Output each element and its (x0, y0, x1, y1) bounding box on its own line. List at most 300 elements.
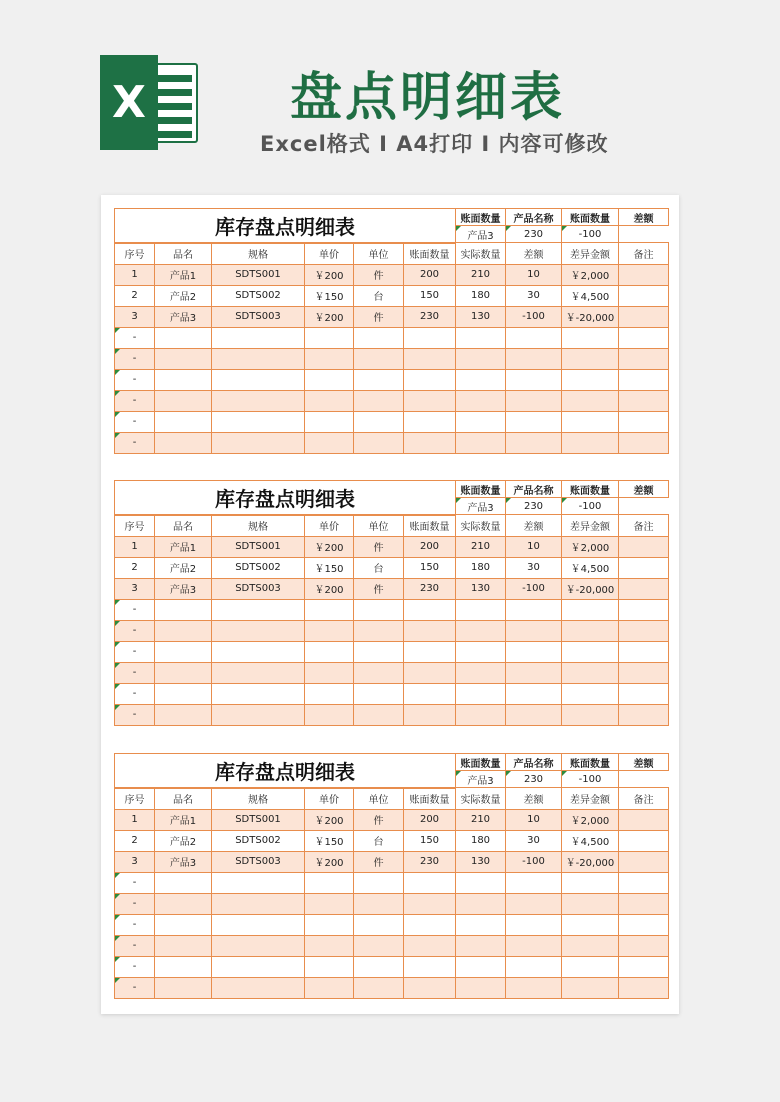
cell-book-qty[interactable] (404, 977, 456, 998)
page-header (0, 0, 780, 180)
cell-diff[interactable]: -100 (506, 306, 562, 327)
cell-unit[interactable] (354, 620, 404, 641)
cell-diff[interactable]: 10 (506, 536, 562, 557)
cell-diff-amount[interactable]: ￥-20,000 (562, 306, 619, 327)
cell-diff[interactable]: 30 (506, 830, 562, 851)
cell-diff-amount[interactable]: ￥-20,000 (562, 851, 619, 872)
cell-seq[interactable]: - (115, 956, 155, 977)
cell-spec[interactable]: SDTS001 (212, 809, 305, 830)
cell-unit[interactable] (354, 641, 404, 662)
cell-book-qty[interactable] (404, 620, 456, 641)
cell-actual-qty[interactable]: 210 (456, 264, 506, 285)
cell-actual-qty[interactable] (456, 432, 506, 453)
cell-diff[interactable] (506, 935, 562, 956)
table-row (115, 956, 669, 977)
cell-book-qty[interactable] (404, 411, 456, 432)
cell-spec[interactable] (212, 641, 305, 662)
cell-diff[interactable]: -100 (506, 578, 562, 599)
cell-price[interactable]: ￥150 (305, 285, 354, 306)
cell-diff[interactable] (506, 914, 562, 935)
sheet-title: 库存盘点明细表 (115, 209, 456, 243)
column-header-seq: 序号 (115, 243, 155, 265)
cell-seq[interactable]: - (115, 704, 155, 725)
cell-price[interactable]: ￥200 (305, 306, 354, 327)
cell-book-qty[interactable] (404, 599, 456, 620)
cell-actual-qty[interactable]: 180 (456, 830, 506, 851)
cell-name[interactable]: 产品3 (155, 578, 212, 599)
cell-seq[interactable]: - (115, 432, 155, 453)
cell-seq[interactable]: - (115, 935, 155, 956)
cell-price[interactable]: ￥200 (305, 264, 354, 285)
cell-book-qty[interactable]: 150 (404, 830, 456, 851)
cell-spec[interactable]: SDTS002 (212, 285, 305, 306)
cell-actual-qty[interactable] (456, 872, 506, 893)
cell-name[interactable]: 产品2 (155, 285, 212, 306)
cell-spec[interactable]: SDTS003 (212, 306, 305, 327)
cell-diff[interactable]: 10 (506, 264, 562, 285)
cell-unit[interactable] (354, 935, 404, 956)
cell-unit[interactable] (354, 662, 404, 683)
query-header-book-qty: 账面数量 (562, 754, 619, 771)
column-header-price: 单价 (305, 515, 354, 537)
query-diff: -100 (562, 226, 619, 243)
cell-book-qty[interactable] (404, 662, 456, 683)
cell-book-qty[interactable] (404, 893, 456, 914)
cell-name[interactable] (155, 956, 212, 977)
cell-book-qty[interactable] (404, 369, 456, 390)
cell-diff-amount[interactable] (562, 977, 619, 998)
cell-actual-qty[interactable]: 180 (456, 557, 506, 578)
cell-spec[interactable] (212, 599, 305, 620)
cell-diff-amount[interactable]: ￥2,000 (562, 809, 619, 830)
column-header-diff-amount: 差异金额 (562, 788, 619, 810)
cell-price[interactable] (305, 704, 354, 725)
cell-actual-qty[interactable] (456, 956, 506, 977)
cell-name[interactable] (155, 893, 212, 914)
cell-spec[interactable]: SDTS003 (212, 851, 305, 872)
cell-price[interactable]: ￥150 (305, 830, 354, 851)
cell-diff-amount[interactable] (562, 348, 619, 369)
cell-diff-amount[interactable] (562, 914, 619, 935)
table-row (115, 369, 669, 390)
cell-name[interactable] (155, 977, 212, 998)
cell-remark[interactable] (619, 809, 669, 830)
cell-name[interactable] (155, 432, 212, 453)
cell-actual-qty[interactable] (456, 662, 506, 683)
cell-name[interactable] (155, 641, 212, 662)
column-header-unit: 单位 (354, 243, 404, 265)
cell-remark[interactable] (619, 578, 669, 599)
query-header-diff: 差额 (619, 481, 669, 498)
cell-remark[interactable] (619, 662, 669, 683)
cell-diff[interactable]: 10 (506, 809, 562, 830)
cell-actual-qty[interactable] (456, 369, 506, 390)
cell-book-qty[interactable] (404, 641, 456, 662)
cell-diff[interactable] (506, 327, 562, 348)
cell-spec[interactable] (212, 683, 305, 704)
cell-spec[interactable] (212, 369, 305, 390)
cell-name[interactable] (155, 390, 212, 411)
cell-price[interactable] (305, 662, 354, 683)
cell-price[interactable] (305, 914, 354, 935)
cell-unit[interactable] (354, 348, 404, 369)
cell-seq[interactable]: - (115, 893, 155, 914)
cell-remark[interactable] (619, 872, 669, 893)
cell-diff-amount[interactable] (562, 893, 619, 914)
cell-actual-qty[interactable]: 130 (456, 851, 506, 872)
cell-actual-qty[interactable] (456, 390, 506, 411)
cell-seq[interactable]: - (115, 662, 155, 683)
cell-book-qty[interactable] (404, 914, 456, 935)
cell-unit[interactable] (354, 411, 404, 432)
cell-unit[interactable] (354, 599, 404, 620)
cell-spec[interactable]: SDTS003 (212, 578, 305, 599)
cell-seq[interactable]: 1 (115, 536, 155, 557)
cell-remark[interactable] (619, 264, 669, 285)
query-header-book-qty: 账面数量 (456, 481, 506, 498)
cell-price[interactable]: ￥200 (305, 536, 354, 557)
cell-remark[interactable] (619, 599, 669, 620)
cell-diff-amount[interactable]: ￥2,000 (562, 536, 619, 557)
cell-price[interactable]: ￥200 (305, 578, 354, 599)
table-row (115, 872, 669, 893)
cell-price[interactable] (305, 620, 354, 641)
cell-name[interactable]: 产品2 (155, 830, 212, 851)
cell-remark[interactable] (619, 704, 669, 725)
cell-remark[interactable] (619, 830, 669, 851)
cell-name[interactable]: 产品1 (155, 264, 212, 285)
cell-name[interactable] (155, 348, 212, 369)
cell-book-qty[interactable]: 230 (404, 306, 456, 327)
cell-book-qty[interactable] (404, 348, 456, 369)
cell-book-qty[interactable] (404, 956, 456, 977)
cell-actual-qty[interactable] (456, 641, 506, 662)
cell-unit[interactable] (354, 914, 404, 935)
cell-unit[interactable]: 台 (354, 285, 404, 306)
query-header-diff: 差额 (619, 209, 669, 226)
cell-book-qty[interactable] (404, 683, 456, 704)
cell-book-qty[interactable]: 150 (404, 557, 456, 578)
table-row (115, 641, 669, 662)
cell-diff-amount[interactable] (562, 704, 619, 725)
cell-unit[interactable] (354, 977, 404, 998)
cell-remark[interactable] (619, 641, 669, 662)
cell-spec[interactable] (212, 893, 305, 914)
cell-diff-amount[interactable]: ￥2,000 (562, 264, 619, 285)
cell-remark[interactable] (619, 411, 669, 432)
cell-name[interactable] (155, 411, 212, 432)
cell-diff-amount[interactable] (562, 935, 619, 956)
cell-unit[interactable] (354, 369, 404, 390)
cell-spec[interactable]: SDTS001 (212, 264, 305, 285)
cell-diff[interactable] (506, 977, 562, 998)
cell-remark[interactable] (619, 536, 669, 557)
cell-book-qty[interactable]: 200 (404, 536, 456, 557)
cell-diff-amount[interactable] (562, 432, 619, 453)
cell-remark[interactable] (619, 683, 669, 704)
cell-book-qty[interactable] (404, 327, 456, 348)
cell-unit[interactable]: 件 (354, 264, 404, 285)
column-header-remark: 备注 (619, 243, 669, 265)
cell-book-qty[interactable]: 230 (404, 851, 456, 872)
cell-actual-qty[interactable]: 210 (456, 809, 506, 830)
query-diff: -100 (562, 771, 619, 788)
cell-name[interactable] (155, 914, 212, 935)
cell-diff[interactable] (506, 411, 562, 432)
cell-diff[interactable] (506, 348, 562, 369)
cell-price[interactable]: ￥200 (305, 809, 354, 830)
cell-unit[interactable] (354, 683, 404, 704)
cell-price[interactable] (305, 432, 354, 453)
cell-name[interactable] (155, 369, 212, 390)
cell-diff-amount[interactable] (562, 683, 619, 704)
cell-seq[interactable]: - (115, 599, 155, 620)
cell-seq[interactable]: - (115, 683, 155, 704)
cell-spec[interactable] (212, 432, 305, 453)
cell-price[interactable] (305, 641, 354, 662)
cell-diff-amount[interactable] (562, 327, 619, 348)
cell-remark[interactable] (619, 327, 669, 348)
cell-seq[interactable]: - (115, 914, 155, 935)
cell-book-qty[interactable] (404, 432, 456, 453)
cell-remark[interactable] (619, 285, 669, 306)
cell-name[interactable] (155, 872, 212, 893)
cell-unit[interactable]: 台 (354, 830, 404, 851)
cell-price[interactable] (305, 893, 354, 914)
cell-actual-qty[interactable] (456, 893, 506, 914)
cell-name[interactable] (155, 935, 212, 956)
cell-actual-qty[interactable] (456, 327, 506, 348)
cell-actual-qty[interactable]: 130 (456, 306, 506, 327)
cell-actual-qty[interactable]: 180 (456, 285, 506, 306)
page-subtitle: Excel格式 I A4打印 I 内容可修改 (260, 132, 609, 156)
cell-spec[interactable] (212, 935, 305, 956)
cell-name[interactable] (155, 662, 212, 683)
cell-diff-amount[interactable] (562, 599, 619, 620)
cell-remark[interactable] (619, 390, 669, 411)
cell-remark[interactable] (619, 620, 669, 641)
cell-unit[interactable] (354, 327, 404, 348)
cell-actual-qty[interactable] (456, 914, 506, 935)
cell-name[interactable]: 产品2 (155, 557, 212, 578)
cell-unit[interactable] (354, 704, 404, 725)
cell-unit[interactable]: 件 (354, 578, 404, 599)
cell-diff-amount[interactable] (562, 369, 619, 390)
cell-diff[interactable]: 30 (506, 285, 562, 306)
cell-price[interactable] (305, 935, 354, 956)
cell-remark[interactable] (619, 914, 669, 935)
cell-name[interactable]: 产品3 (155, 306, 212, 327)
cell-diff[interactable]: -100 (506, 851, 562, 872)
query-product-select[interactable]: 产品3 (456, 498, 506, 515)
cell-spec[interactable] (212, 390, 305, 411)
cell-diff-amount[interactable]: ￥4,500 (562, 830, 619, 851)
cell-diff-amount[interactable] (562, 662, 619, 683)
cell-seq[interactable]: 2 (115, 557, 155, 578)
cell-diff[interactable] (506, 432, 562, 453)
cell-remark[interactable] (619, 557, 669, 578)
cell-actual-qty[interactable] (456, 348, 506, 369)
table-row (115, 893, 669, 914)
cell-actual-qty[interactable]: 210 (456, 536, 506, 557)
cell-spec[interactable] (212, 662, 305, 683)
cell-seq[interactable]: 2 (115, 285, 155, 306)
cell-unit[interactable]: 件 (354, 851, 404, 872)
cell-seq[interactable]: 1 (115, 809, 155, 830)
cell-book-qty[interactable]: 200 (404, 264, 456, 285)
cell-diff[interactable] (506, 599, 562, 620)
cell-diff-amount[interactable] (562, 872, 619, 893)
cell-actual-qty[interactable] (456, 704, 506, 725)
cell-diff[interactable] (506, 704, 562, 725)
cell-seq[interactable]: - (115, 390, 155, 411)
cell-seq[interactable]: - (115, 348, 155, 369)
cell-spec[interactable] (212, 620, 305, 641)
cell-seq[interactable]: - (115, 327, 155, 348)
cell-book-qty[interactable]: 200 (404, 809, 456, 830)
cell-price[interactable] (305, 977, 354, 998)
cell-spec[interactable] (212, 956, 305, 977)
cell-actual-qty[interactable] (456, 683, 506, 704)
cell-spec[interactable] (212, 914, 305, 935)
cell-spec[interactable] (212, 411, 305, 432)
query-header-book-qty: 账面数量 (562, 209, 619, 226)
cell-book-qty[interactable]: 150 (404, 285, 456, 306)
cell-diff-amount[interactable]: ￥4,500 (562, 557, 619, 578)
cell-name[interactable]: 产品1 (155, 536, 212, 557)
cell-price[interactable] (305, 369, 354, 390)
query-product-select[interactable]: 产品3 (456, 226, 506, 243)
cell-remark[interactable] (619, 369, 669, 390)
cell-name[interactable] (155, 620, 212, 641)
cell-name[interactable] (155, 704, 212, 725)
cell-seq[interactable]: 2 (115, 830, 155, 851)
cell-unit[interactable] (354, 872, 404, 893)
cell-actual-qty[interactable]: 130 (456, 578, 506, 599)
cell-unit[interactable] (354, 432, 404, 453)
cell-name[interactable] (155, 599, 212, 620)
cell-diff-amount[interactable] (562, 620, 619, 641)
cell-diff-amount[interactable]: ￥-20,000 (562, 578, 619, 599)
cell-book-qty[interactable] (404, 872, 456, 893)
cell-seq[interactable]: 3 (115, 306, 155, 327)
cell-seq[interactable]: 1 (115, 264, 155, 285)
cell-unit[interactable]: 件 (354, 306, 404, 327)
cell-spec[interactable]: SDTS001 (212, 536, 305, 557)
table-row (115, 264, 669, 285)
cell-spec[interactable]: SDTS002 (212, 557, 305, 578)
cell-seq[interactable]: 3 (115, 578, 155, 599)
cell-remark[interactable] (619, 935, 669, 956)
cell-actual-qty[interactable] (456, 411, 506, 432)
cell-actual-qty[interactable] (456, 599, 506, 620)
cell-diff[interactable] (506, 390, 562, 411)
cell-price[interactable] (305, 390, 354, 411)
cell-diff-amount[interactable]: ￥4,500 (562, 285, 619, 306)
cell-remark[interactable] (619, 977, 669, 998)
cell-book-qty[interactable] (404, 704, 456, 725)
cell-price[interactable] (305, 348, 354, 369)
cell-name[interactable]: 产品3 (155, 851, 212, 872)
cell-actual-qty[interactable] (456, 977, 506, 998)
cell-spec[interactable] (212, 327, 305, 348)
cell-price[interactable] (305, 411, 354, 432)
cell-diff-amount[interactable] (562, 390, 619, 411)
cell-name[interactable] (155, 683, 212, 704)
query-product-select[interactable]: 产品3 (456, 771, 506, 788)
query-book-qty: 230 (506, 226, 562, 243)
table-row (115, 977, 669, 998)
cell-unit[interactable] (354, 893, 404, 914)
cell-actual-qty[interactable] (456, 935, 506, 956)
cell-unit[interactable] (354, 956, 404, 977)
cell-actual-qty[interactable] (456, 620, 506, 641)
cell-remark[interactable] (619, 432, 669, 453)
cell-remark[interactable] (619, 348, 669, 369)
cell-diff[interactable]: 30 (506, 557, 562, 578)
cell-price[interactable] (305, 956, 354, 977)
cell-price[interactable]: ￥200 (305, 851, 354, 872)
cell-price[interactable]: ￥150 (305, 557, 354, 578)
cell-seq[interactable]: - (115, 411, 155, 432)
cell-unit[interactable]: 台 (354, 557, 404, 578)
cell-remark[interactable] (619, 893, 669, 914)
cell-price[interactable] (305, 872, 354, 893)
cell-diff-amount[interactable] (562, 956, 619, 977)
page-title: 盘点明细表 (290, 68, 566, 128)
cell-unit[interactable]: 件 (354, 809, 404, 830)
cell-diff[interactable] (506, 641, 562, 662)
cell-book-qty[interactable]: 230 (404, 578, 456, 599)
cell-diff[interactable] (506, 956, 562, 977)
cell-remark[interactable] (619, 956, 669, 977)
cell-seq[interactable]: - (115, 369, 155, 390)
cell-spec[interactable] (212, 704, 305, 725)
cell-seq[interactable]: - (115, 620, 155, 641)
cell-book-qty[interactable] (404, 935, 456, 956)
cell-spec[interactable] (212, 977, 305, 998)
cell-diff-amount[interactable] (562, 641, 619, 662)
cell-price[interactable] (305, 327, 354, 348)
column-header-spec: 规格 (212, 515, 305, 537)
cell-unit[interactable]: 件 (354, 536, 404, 557)
cell-seq[interactable]: - (115, 977, 155, 998)
cell-diff[interactable] (506, 662, 562, 683)
inventory-sheet (114, 208, 668, 454)
cell-spec[interactable]: SDTS002 (212, 830, 305, 851)
cell-seq[interactable]: 3 (115, 851, 155, 872)
cell-diff-amount[interactable] (562, 411, 619, 432)
cell-diff[interactable] (506, 369, 562, 390)
cell-price[interactable] (305, 683, 354, 704)
cell-name[interactable] (155, 327, 212, 348)
cell-spec[interactable] (212, 348, 305, 369)
cell-diff[interactable] (506, 893, 562, 914)
cell-name[interactable]: 产品1 (155, 809, 212, 830)
query-header-book-qty: 账面数量 (562, 481, 619, 498)
cell-spec[interactable] (212, 872, 305, 893)
cell-book-qty[interactable] (404, 390, 456, 411)
cell-remark[interactable] (619, 306, 669, 327)
cell-diff[interactable] (506, 872, 562, 893)
cell-remark[interactable] (619, 851, 669, 872)
cell-diff[interactable] (506, 683, 562, 704)
cell-price[interactable] (305, 599, 354, 620)
cell-seq[interactable]: - (115, 872, 155, 893)
cell-diff[interactable] (506, 620, 562, 641)
cell-seq[interactable]: - (115, 641, 155, 662)
cell-unit[interactable] (354, 390, 404, 411)
